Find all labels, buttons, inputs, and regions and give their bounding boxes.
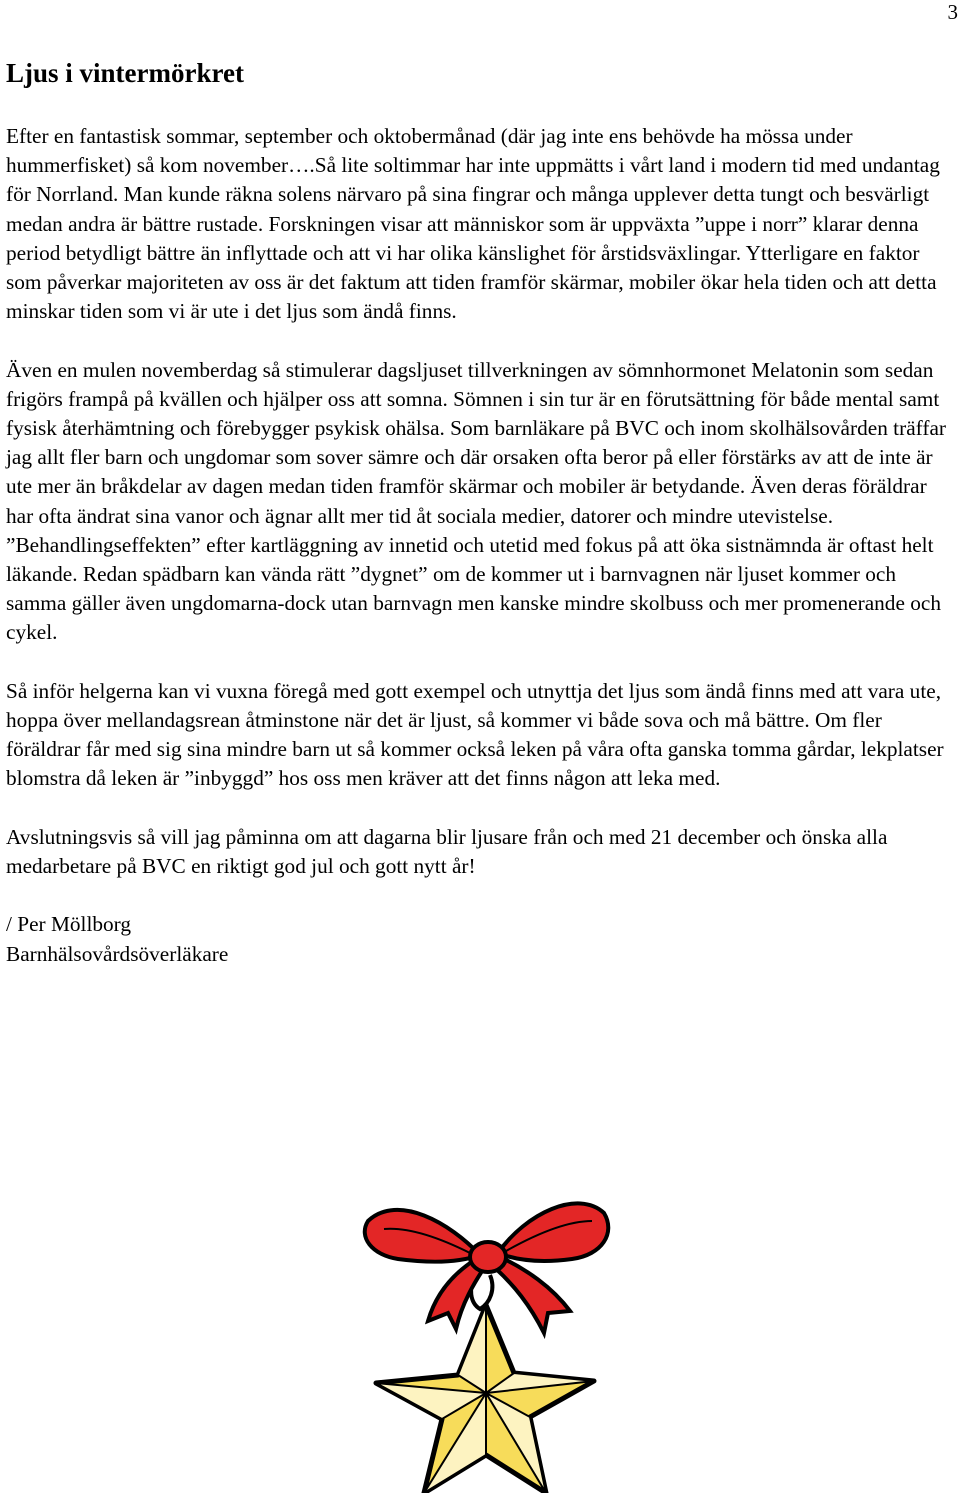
paragraph-1: Efter en fantastisk sommar, september och oktobermånad (där jag inte ens behövde ha mössa under hummerfisket) så kom november….Så lite soltimmar har inte uppmätts i vårt land i modern tid med undantag för Norrland. Man kunde räkna solens närvaro på sina fingrar och många upplever detta tungt och besvärligt medan andra är bättre rustade. Forskningen visar att människor som är uppväxta ”uppe i norr” klarar denna period betydligt bättre än inflyttade och att vi har olika känslighet för årstidsväxlingar. Ytterligare en faktor som påverkar majoriteten av oss är det faktum att tiden framför skärmar, mobiler ökar hela tiden och att detta minskar tiden som vi är ute i det ljus som ändå finns. xyxy=(6,124,940,324)
paragraph-2: Även en mulen novemberdag så stimulerar dagsljuset tillverkningen av sömnhormonet Melatonin som sedan frigörs frampå på kvällen och hjälper oss att somna. Sömnen i sin tur är en förutsättning för både mental samt fysisk återhämtning och förebygger psykisk ohälsa. Som barnläkare på BVC och inom skolhälsovården träffar jag allt fler barn och ungdomar som sover sämre och där orsaken ofta beror på eller förstärks av att de inte är ute mer än bråkdelar av dagen medan tiden framför skärmar och mobiler är betydande. Även deras föräldrar har ofta ändrat sina vanor och ägnar allt mer tid åt sociala medier, datorer och mindre utevistelse. ”Behandlingseffekten” efter kartläggning av innetid och utetid med fokus på att öka sistnämnda är oftast helt läkande. Redan spädbarn kan vända rätt ”dygnet” om de kommer ut i barnvagnen när ljuset kommer och samma gäller även ungdomarna-dock utan barnvagn men kanske mindre skolbuss och mer promenerande och cykel. xyxy=(6,357,946,645)
bow-right-loop xyxy=(498,1203,608,1261)
bow-left-loop xyxy=(365,1210,480,1262)
christmas-star-with-red-bow-icon xyxy=(358,1193,618,1493)
signature-role: Barnhälsovårdsöverläkare xyxy=(6,941,229,966)
page-number: 3 xyxy=(947,0,958,24)
paragraph-3: Så inför helgerna kan vi vuxna föregå med gott exempel och utnyttja det ljus som ändå finns med att vara ute, hoppa över mellandagsrean åtminstone när det är ljust, så kommer vi både sova och må bättre. Om fler föräldrar får med sig sina mindre barn ut så kommer också leken på våra ofta ganska tomma gårdar, lekplatser blomstra då leken är ”inbyggd” hos oss men kräver att det finns någon att leka med. xyxy=(6,678,944,791)
bow-right-tail xyxy=(494,1257,570,1333)
bow-knot xyxy=(470,1242,506,1272)
signature-name: / Per Möllborg xyxy=(6,912,132,937)
page-title: Ljus i vintermörkret xyxy=(6,58,244,88)
article-body xyxy=(6,122,956,969)
paragraph-4: Avslutningsvis så vill jag påminna om att dagarna blir ljusare från och med 21 december och önska alla medarbetare på BVC en riktigt god jul och gott nytt år! xyxy=(6,824,888,879)
signature xyxy=(6,910,956,968)
